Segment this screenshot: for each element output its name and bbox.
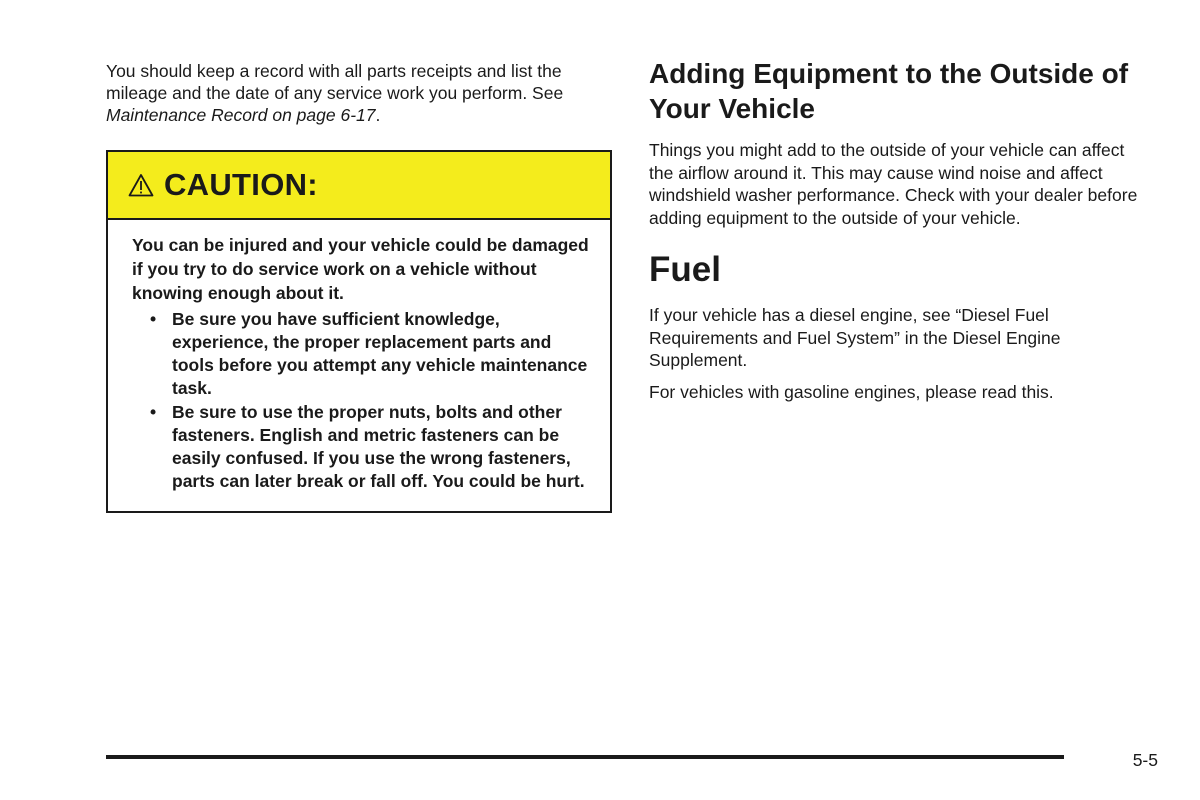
maintenance-record-reference: Maintenance Record on page 6-17 — [106, 105, 376, 125]
footer-rule — [106, 755, 1064, 759]
caution-bullet-list — [132, 308, 592, 493]
fuel-paragraph-diesel: If your vehicle has a diesel engine, see “Diesel Fuel Requirements and Fuel System” in the Diesel Engine Supplement. — [649, 305, 1061, 370]
caution-header — [108, 152, 610, 220]
right-column — [649, 56, 1149, 403]
bullet-icon: • — [150, 402, 157, 422]
intro-text: You should keep a record with all parts receipts and list the mileage and the date of any service work you perform. See — [106, 61, 564, 103]
page-number: 5-5 — [1132, 750, 1158, 770]
section-paragraph: Things you might add to the outside of your vehicle can affect the airflow around it. This may cause wind noise and affect windshield washer performance. Check with your dealer before adding equipment to the outside of your vehicle. — [649, 140, 1138, 228]
caution-title: CAUTION: — [164, 167, 318, 202]
section-heading: Adding Equipment to the Outside of Your Vehicle — [649, 58, 1129, 124]
caution-bullet-text: Be sure you have sufficient knowledge, experience, the proper replacement parts and tools before you attempt any vehicle maintenance task. — [172, 309, 588, 398]
caution-bullet-text: Be sure to use the proper nuts, bolts and other fasteners. English and metric fasteners can be easily confused. If you use the wrong fasteners, parts can later break or fall off. You could be hurt. — [172, 402, 585, 491]
left-column — [106, 60, 612, 513]
intro-paragraph — [106, 60, 606, 126]
caution-box — [106, 150, 612, 513]
caution-bullet — [132, 401, 592, 493]
intro-end: . — [375, 105, 381, 125]
fuel-paragraph-gasoline: For vehicles with gasoline engines, please read this. — [649, 381, 1054, 402]
caution-lead: You can be injured and your vehicle could be damaged if you try to do service work on a vehicle without knowing enough about it. — [132, 235, 589, 303]
warning-triangle-icon — [128, 173, 154, 197]
bullet-icon: • — [150, 309, 157, 329]
caution-body — [108, 220, 610, 511]
fuel-heading: Fuel — [649, 250, 721, 289]
caution-bullet — [132, 308, 592, 400]
